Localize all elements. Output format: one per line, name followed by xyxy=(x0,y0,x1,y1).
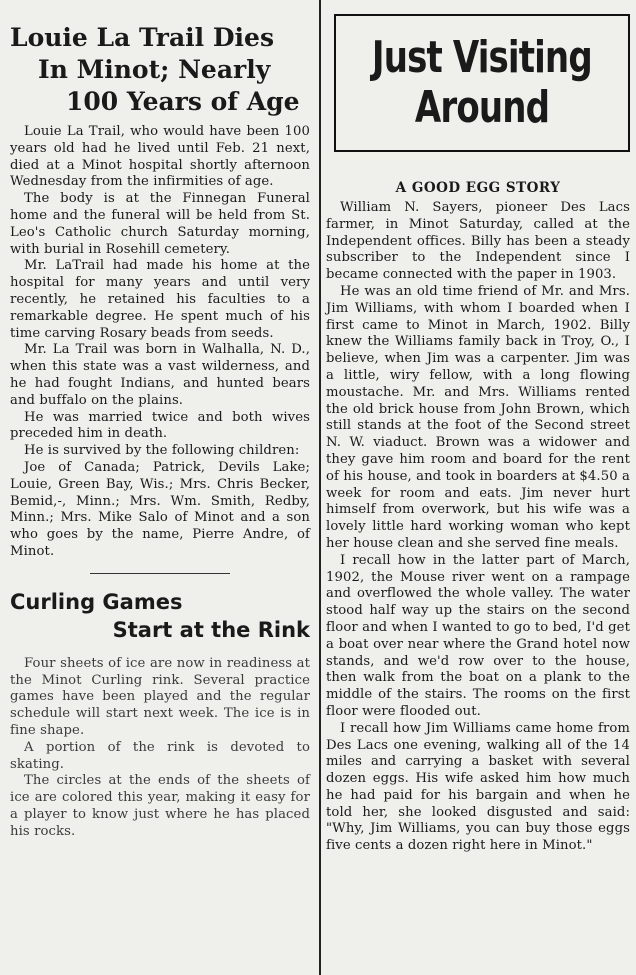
column-title-line: Just Visiting xyxy=(372,32,592,83)
left-column xyxy=(0,0,316,975)
headline-line: 100 Years of Age xyxy=(66,87,300,116)
story-body xyxy=(326,200,630,855)
paragraph: He was married twice and both wives preceded him in death. xyxy=(10,409,310,442)
section-divider xyxy=(90,573,230,574)
paragraph: I recall how Jim Williams came home from Des Lacs one evening, walking all of the 14 miles and carrying a basket with several dozen eggs. His wife asked him how much he had paid for his bargain and when he told her, she looked disgusted and said: "Why, Jim Williams, you can buy those eggs five cents a dozen right here in Minot." xyxy=(326,720,630,854)
right-column xyxy=(324,0,636,975)
paragraph: Louie La Trail, who would have been 100 years old had he lived until Feb. 21 next, died at a Minot hospital shortly afternoon Wednesday from the infirmities of age. xyxy=(10,124,310,190)
column-title-box xyxy=(334,14,630,152)
headline-line: Start at the Rink xyxy=(112,617,310,642)
paragraph: Joe of Canada; Patrick, Devils Lake; Louie, Green Bay, Wis.; Mrs. Chris Becker, Bemid,-, Minn.; Mrs. Wm. Smith, Redby, Minn.; Mrs. Mike Salo of Minot and a son who goes by the name, Pierre Andre, of Minot. xyxy=(10,459,310,559)
paragraph: The body is at the Finnegan Funeral home and the funeral will be held from St. Leo's Catholic church Saturday morning, with burial in Rosehill cemetery. xyxy=(10,191,310,257)
curling-headline xyxy=(10,588,310,644)
paragraph: The circles at the ends of the sheets of ice are colored this year, making it easy for a player to know just where he has placed his rocks. xyxy=(10,773,310,839)
column-rule xyxy=(319,0,321,975)
headline-line: Curling Games xyxy=(10,589,183,614)
paragraph: A portion of the rink is devoted to skating. xyxy=(10,739,310,772)
paragraph: Mr. LaTrail had made his home at the hospital for many years and until very recently, he retained his faculties to a remarkable degree. He spent much of his time carving Rosary beads from seeds. xyxy=(10,258,310,341)
paragraph: I recall how in the latter part of March, 1902, the Mouse river went on a rampage and overflowed the whole valley. The water stood half way up the stairs on the second floor and when I wanted to go to bed, I'd get a boat over near where the Grand hotel now stands, and we'd row over to the house, then walk from the boat on a plank to the middle of the stairs. The rooms on the first floor were flooded out. xyxy=(326,552,630,719)
paragraph: Mr. La Trail was born in Walhalla, N. D., when this state was a vast wilderness, and he had fought Indians, and hunted bears and buffalo on the plains. xyxy=(10,342,310,408)
obituary-body xyxy=(10,124,310,561)
paragraph: He is survived by the following children: xyxy=(24,443,300,459)
curling-body xyxy=(10,656,310,841)
paragraph: Four sheets of ice are now in readiness at the Minot Curling rink. Several practice games have been played and the regular schedule will start next week. The ice is in fine shape. xyxy=(10,655,310,738)
paragraph: He was an old time friend of Mr. and Mrs. Jim Williams, with whom I boarded when I first came to Minot in March, 1902. Billy knew the Williams family back in Troy, O., I believe, when Jim was a carpenter. Jim was a little, wiry fellow, with a long flowing moustache. Mr. and Mrs. Williams rented the old brick house from John Brown, which still stands at the foot of the Second street N. W. viaduct. Brown was a widower and they gave him room and board for the rent of his house, and took in boarders at $4.50 a week for room and eats. Jim never hurt himself from overwork, but his wife was a lovely little hard working woman who kept her house clean and she served fine meals. xyxy=(326,283,630,551)
story-heading: A GOOD EGG STORY xyxy=(395,180,561,196)
headline-line: Louie La Trail Dies xyxy=(10,23,275,52)
headline-line: In Minot; Nearly xyxy=(38,55,271,84)
paragraph: William N. Sayers, pioneer Des Lacs farmer, in Minot Saturday, called at the Independent offices. Billy has been a steady subscriber to the Independent since I became connected with the paper in 1903. xyxy=(326,200,630,283)
obituary-headline xyxy=(10,22,310,118)
column-title-line: Around xyxy=(414,82,550,133)
